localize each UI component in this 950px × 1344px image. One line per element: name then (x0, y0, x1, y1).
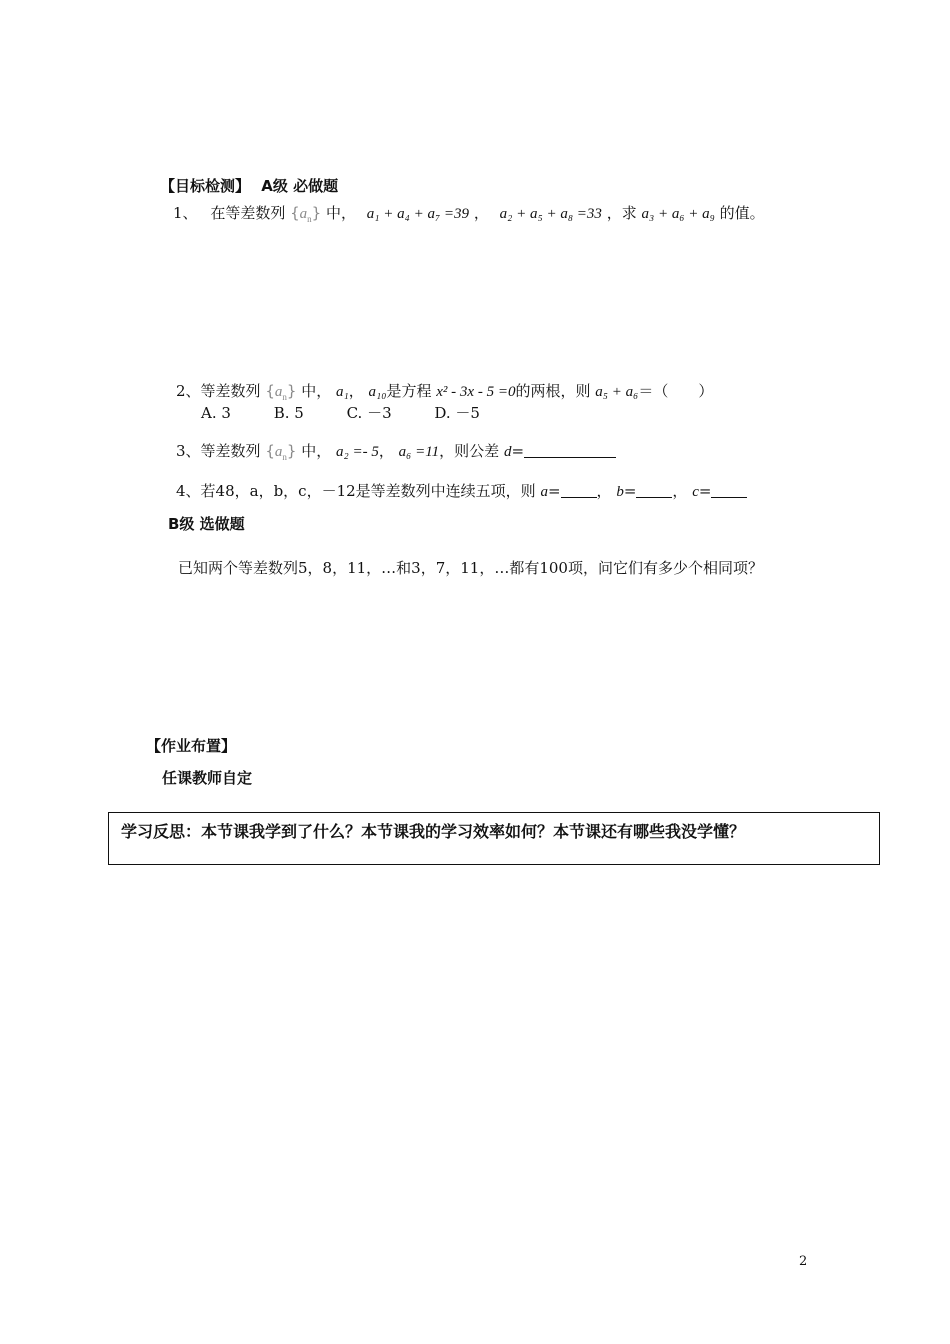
q3-answer-blank[interactable] (524, 442, 616, 458)
q2-text-roots: 的两根，则 (515, 382, 591, 400)
question-4 (176, 481, 747, 502)
q3-pre: 等差数列 (200, 442, 261, 460)
q1-expr2: a₂ + a₅ + a₈ =33 (499, 206, 602, 222)
q3-var: d (503, 444, 512, 460)
q4-b-eq: = (623, 482, 637, 500)
q4-b-label: b (616, 484, 624, 500)
q2-option-b: B. 5 (273, 404, 304, 422)
level-b-problem: 已知两个等差数列5，8，11，…和3，7，11，…都有100项，问它们有多少个相同项？ (178, 559, 763, 577)
q2-option-a: A. 3 (201, 404, 231, 422)
level-b-label: B级 选做题 (168, 515, 245, 533)
q2-number: 2、 (176, 382, 201, 400)
question-3 (176, 441, 616, 467)
q2-answer-slot: ＝（ ） (638, 382, 714, 400)
q2-option-c: C. －3 (346, 404, 392, 422)
reflection-box (108, 812, 880, 865)
q1-sep1: ， (473, 204, 489, 222)
q3-expr2: a₆ =11 (398, 444, 440, 460)
question-1 (173, 203, 765, 229)
target-section-heading (160, 175, 338, 196)
q4-c-eq: = (698, 482, 712, 500)
q2-root1: a₁ (336, 384, 349, 400)
q2-text-equation: 是方程 (386, 382, 432, 400)
q3-seq-brace: $\{a_n\}$ (265, 442, 297, 462)
q2-equation: x² - 3x - 5 =0 (436, 384, 516, 400)
q4-comma-2: ， (672, 482, 688, 500)
q1-expr3: a₃ + a₆ + a₉ (641, 206, 715, 222)
homework-content: 任课教师自定 (162, 769, 253, 787)
q1-expr1: a₁ + a₄ + a₇ =39 (366, 206, 470, 222)
q4-c-label: c (692, 484, 699, 500)
q1-post: 的值。 (719, 204, 765, 222)
q2-comma: ， (348, 382, 364, 400)
q2-option-d: D. －5 (434, 404, 480, 422)
q1-pre: 在等差数列 (210, 204, 286, 222)
q4-text: 4、若48，a，b，c，－12是等差数列中连续五项，则 (176, 482, 536, 500)
target-heading: 【目标检测】 (160, 177, 251, 195)
q3-sep: ， (378, 442, 394, 460)
q2-root2: a₁₀ (368, 384, 387, 400)
homework-heading: 【作业布置】 (146, 737, 237, 755)
q4-a-label: a (540, 484, 548, 500)
q2-options (201, 403, 480, 423)
q2-seq-brace: $\{a_n\}$ (265, 382, 297, 402)
q2-pre: 等差数列 (200, 382, 261, 400)
level-a-label: A级 必做题 (261, 177, 339, 195)
q4-a-eq: = (547, 482, 561, 500)
q1-mid: 中， (326, 204, 357, 222)
q1-number: 1、 (173, 204, 198, 222)
q1-sep2: ，求 (606, 204, 637, 222)
reflection-text: 学习反思：本节课我学到了什么？本节课我的学习效率如何？本节课还有哪些我没学懂？ (121, 822, 746, 841)
q4-b-blank[interactable] (636, 482, 672, 498)
q3-mid: 中， (301, 442, 332, 460)
q3-eq: = (511, 442, 525, 460)
q3-expr1: a₂ =- 5 (336, 444, 379, 460)
q1-seq-brace: $\{a_n\}$ (290, 204, 322, 224)
q2-expr: a₅ + a₆ (595, 384, 639, 400)
q3-post: ，则公差 (439, 442, 500, 460)
q4-c-blank[interactable] (711, 482, 747, 498)
page-number: 2 (799, 1254, 808, 1269)
q4-comma-1: ， (596, 482, 612, 500)
q2-mid: 中， (301, 382, 332, 400)
q3-number: 3、 (176, 442, 201, 460)
q4-a-blank[interactable] (561, 482, 597, 498)
